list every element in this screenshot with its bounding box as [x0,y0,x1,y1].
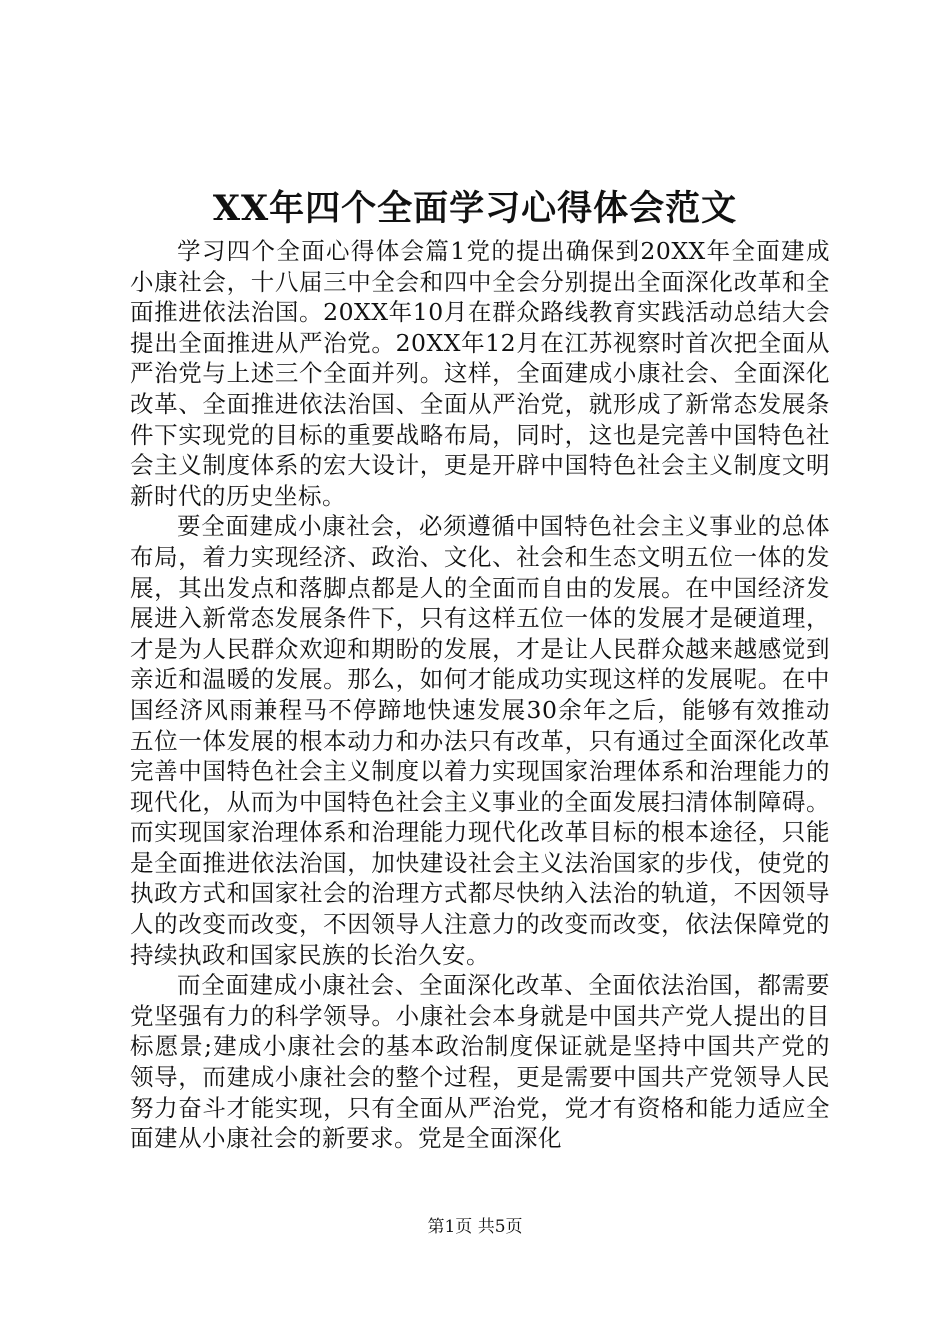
paragraph-3: 而全面建成小康社会、全面深化改革、全面依法治国，都需要党坚强有力的科学领导。小康社会本身就是中国共产党人提出的目标愿景;建成小康社会的基本政治制度保证就是坚持中国共产党的领导，而建成小康社会的整个过程，更是需要中国共产党领导人民努力奋斗才能实现，只有全面从严治党，党才有资格和能力适应全面建从小康社会的新要求。党是全面深化 [130,971,830,1153]
page-footer: 第1页 共5页 [427,1217,523,1237]
page-title: XX年四个全面学习心得体会范文 [212,188,738,229]
document-body [130,236,830,1154]
paragraph-1: 学习四个全面心得体会篇1党的提出确保到20XX年全面建成小康社会，十八届三中全会和四中全会分别提出全面深化改革和全面推进依法治国。20XX年10月在群众路线教育实践活动总结大会提出全面推进从严治党。20XX年12月在江苏视察时首次把全面从严治党与上述三个全面并列。这样，全面建成小康社会、全面深化改革、全面推进依法治国、全面从严治党，就形成了新常态发展条件下实现党的目标的重要战略布局，同时，这也是完善中国特色社会主义制度体系的宏大设计，更是开辟中国特色社会主义制度文明新时代的历史坐标。 [130,237,830,510]
paragraph-2: 要全面建成小康社会，必须遵循中国特色社会主义事业的总体布局，着力实现经济、政治、文化、社会和生态文明五位一体的发展，其出发点和落脚点都是人的全面而自由的发展。在中国经济发展进入新常态发展条件下，只有这样五位一体的发展才是硬道理，才是为人民群众欢迎和期盼的发展，才是让人民群众越来越感觉到亲近和温暖的发展。那么，如何才能成功实现这样的发展呢。在中国经济风雨兼程马不停蹄地快速发展30余年之后，能够有效推动五位一体发展的根本动力和办法只有改革，只有通过全面深化改革完善中国特色社会主义制度以着力实现国家治理体系和治理能力的现代化，从而为中国特色社会主义事业的全面发展扫清体制障碍。而实现国家治理体系和治理能力现代化改革目标的根本途径，只能是全面推进依法治国，加快建设社会主义法治国家的步伐，使党的执政方式和国家社会的治理方式都尽快纳入法治的轨道，不因领导人的改变而改变，不因领导人注意力的改变而改变，依法保障党的持续执政和国家民族的长治久安。 [130,512,830,969]
